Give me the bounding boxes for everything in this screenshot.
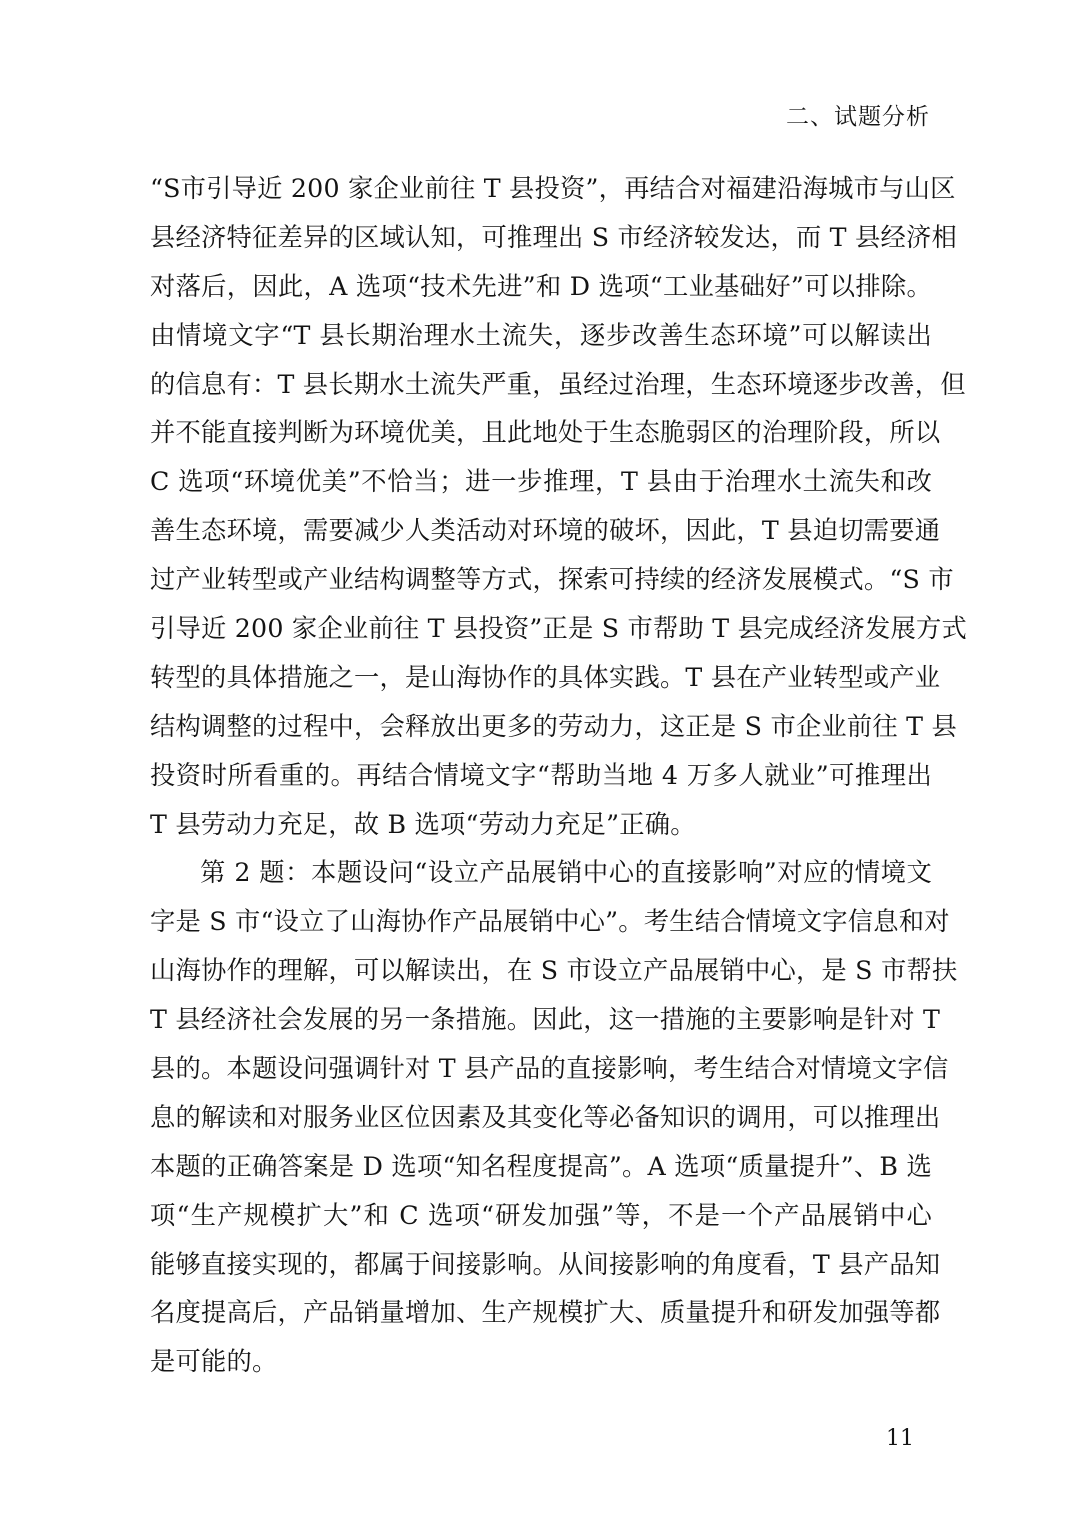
text-line: 本题的正确答案是 D 选项“知名程度提高”。A 选项“质量提升”、B 选 [150,1151,932,1181]
paragraph-question-2 [150,849,958,1387]
text-line: 县经济特征差异的区域认知，可推理出 S 市经济较发达，而 T 县经济相 [150,222,957,252]
text-line: 息的解读和对服务业区位因素及其变化等必备知识的调用，可以推理出 [150,1102,941,1132]
text-line: 过产业转型或产业结构调整等方式，探索可持续的经济发展模式。“S 市 [150,565,954,595]
text-line: 名度提高后，产品销量增加、生产规模扩大、质量提升和研发加强等都 [150,1298,941,1328]
text-line: 能够直接实现的，都属于间接影响。从间接影响的角度看，T 县产品知 [150,1249,941,1279]
text-line: 并不能直接判断为环境优美，且此地处于生态脆弱区的治理阶段，所以 [150,418,941,448]
text-line: T 县经济社会发展的另一条措施。因此，这一措施的主要影响是针对 T [150,1005,941,1035]
text-line: 转型的具体措施之一，是山海协作的具体实践。T 县在产业转型或产业 [150,662,941,692]
body-text [150,165,968,1387]
text-line: 对落后，因此，A 选项“技术先进”和 D 选项“工业基础好”可以排除。 [150,271,932,301]
text-line: T 县劳动力充足，故 B 选项“劳动力充足”正确。 [150,809,696,839]
text-line: 善生态环境，需要减少人类活动对环境的破坏，因此，T 县迫切需要通 [150,516,941,546]
paragraph-option-analysis [150,165,968,849]
text-line: 由情境文字“T 县长期治理水土流失，逐步改善生态环境”可以解读出 [150,320,932,350]
text-line: 项“生产规模扩大”和 C 选项“研发加强”等，不是一个产品展销中心 [150,1200,932,1230]
text-line: “S市引导近 200 家企业前往 T 县投资”，再结合对福建沿海城市与山区 [150,174,956,203]
text-line: 是可能的。 [150,1347,278,1377]
text-line: 山海协作的理解，可以解读出，在 S 市设立产品展销中心，是 S 市帮扶 [150,956,958,986]
text-line: 字是 S 市“设立了山海协作产品展销中心”。考生结合情境文字信息和对 [150,907,950,937]
page-number: 11 [886,1426,914,1451]
text-line: 投资时所看重的。再结合情境文字“帮助当地 4 万多人就业”可推理出 [150,760,932,790]
text-line: C 选项“环境优美”不恰当；进一步推理，T 县由于治理水土流失和改 [150,467,932,497]
text-line: 结构调整的过程中，会释放出更多的劳动力，这正是 S 市企业前往 T 县 [150,711,957,741]
text-line: 引导近 200 家企业前往 T 县投资”正是 S 市帮助 T 县完成经济发展方式 [150,614,968,644]
text-line: 第 2 题：本题设问“设立产品展销中心的直接影响”对应的情境文 [200,858,932,888]
text-line: 县的。本题设问强调针对 T 县产品的直接影响，考生结合对情境文字信 [150,1054,949,1084]
text-line: 的信息有：T 县长期水土流失严重，虽经过治理，生态环境逐步改善，但 [150,369,966,399]
section-header: 二、试题分析 [786,104,930,130]
